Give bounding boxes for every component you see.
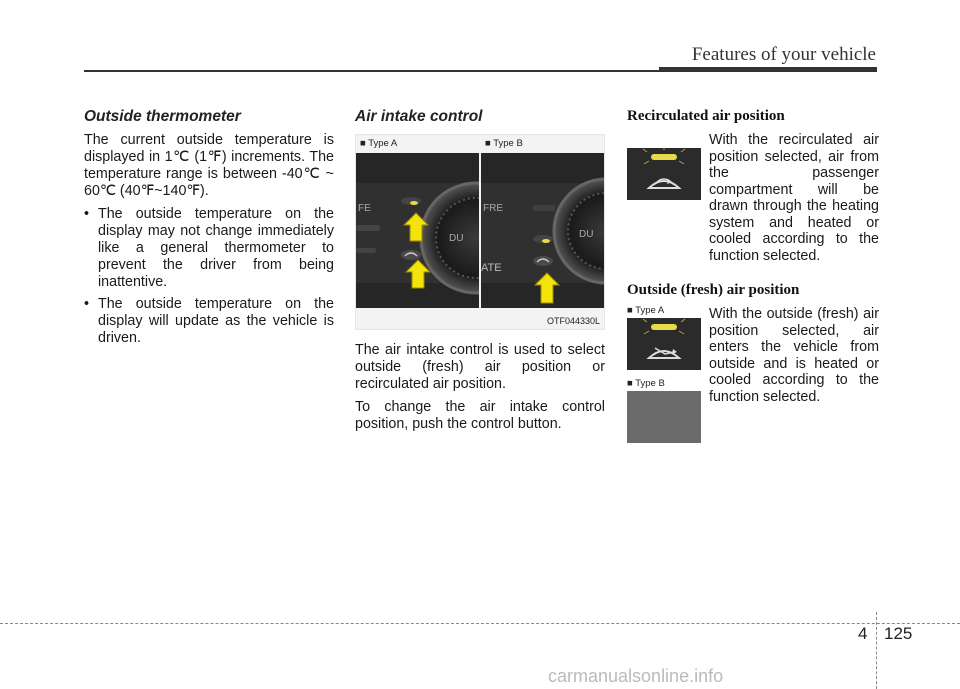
type-a-panel-photo <box>356 153 479 308</box>
page-number: 125 <box>884 624 913 643</box>
figure-code: OTF044330L <box>546 316 600 326</box>
control-panel-figure <box>355 134 605 330</box>
chapter-number: 4 <box>858 624 868 643</box>
running-header: Features of your vehicle <box>691 44 876 65</box>
header-rule <box>84 70 659 72</box>
thermometer-description: The current outside temperature is displayed in 1℃ (1℉) increments. The temperature range is between -40℃ ~ 60℃ (40℉~140℉). <box>84 132 334 199</box>
panel-text: DU <box>449 233 464 244</box>
column-outside-thermometer <box>84 108 334 352</box>
section-heading: Air intake control <box>355 108 483 125</box>
watermark: carmanualsonline.info <box>548 666 724 686</box>
fresh-row <box>627 306 879 466</box>
column-air-positions <box>627 108 879 476</box>
footer-divider <box>876 612 877 689</box>
bullet-icon: • <box>84 296 90 312</box>
type-a-label: ■ Type A <box>627 305 665 316</box>
section-heading: Outside thermometer <box>84 108 241 125</box>
air-intake-instruction: To change the air intake control position, push the control button. <box>355 399 605 432</box>
bullet-item <box>84 206 334 291</box>
bullet-text: The outside temperature on the display may not change immediately like a general thermometer to prevent the driver from being inattentive. <box>98 206 334 290</box>
type-b-label: ■ Type B <box>485 138 523 149</box>
air-intake-description: The air intake control is used to select outside (fresh) air position or recirculated air position. <box>355 342 605 392</box>
recirculated-row <box>627 132 879 264</box>
bullet-list <box>84 206 334 347</box>
bullet-icon: • <box>84 206 90 222</box>
fresh-button-photo-type-a <box>627 318 701 370</box>
panel-text: DU <box>579 229 594 240</box>
panel-text: ATE <box>481 262 502 274</box>
fresh-button-photo-type-b <box>627 391 701 443</box>
footer-rule <box>0 623 960 624</box>
panel-text: FRE <box>483 203 503 214</box>
bullet-item <box>84 296 334 347</box>
column-air-intake <box>355 108 605 439</box>
fresh-description: With the outside (fresh) air position selected, air enters the vehicle from outside and is heated or cooled according to the function selected. <box>709 306 879 405</box>
header-rule-thick <box>659 67 877 72</box>
bullet-text: The outside temperature on the display will update as the vehicle is driven. <box>98 296 334 346</box>
recirculated-heading: Recirculated air position <box>627 108 785 124</box>
fresh-heading: Outside (fresh) air position <box>627 282 800 298</box>
type-b-panel-photo <box>481 153 604 308</box>
type-a-label: ■ Type A <box>360 138 398 149</box>
recirculated-description: With the recirculated air position selected, air from the passenger compartment will be drawn through the heating system and heated or cooled according to the function selected. <box>709 132 879 264</box>
panel-text: FE <box>358 203 371 214</box>
type-b-label: ■ Type B <box>627 378 665 389</box>
recirculated-button-photo <box>627 148 701 200</box>
